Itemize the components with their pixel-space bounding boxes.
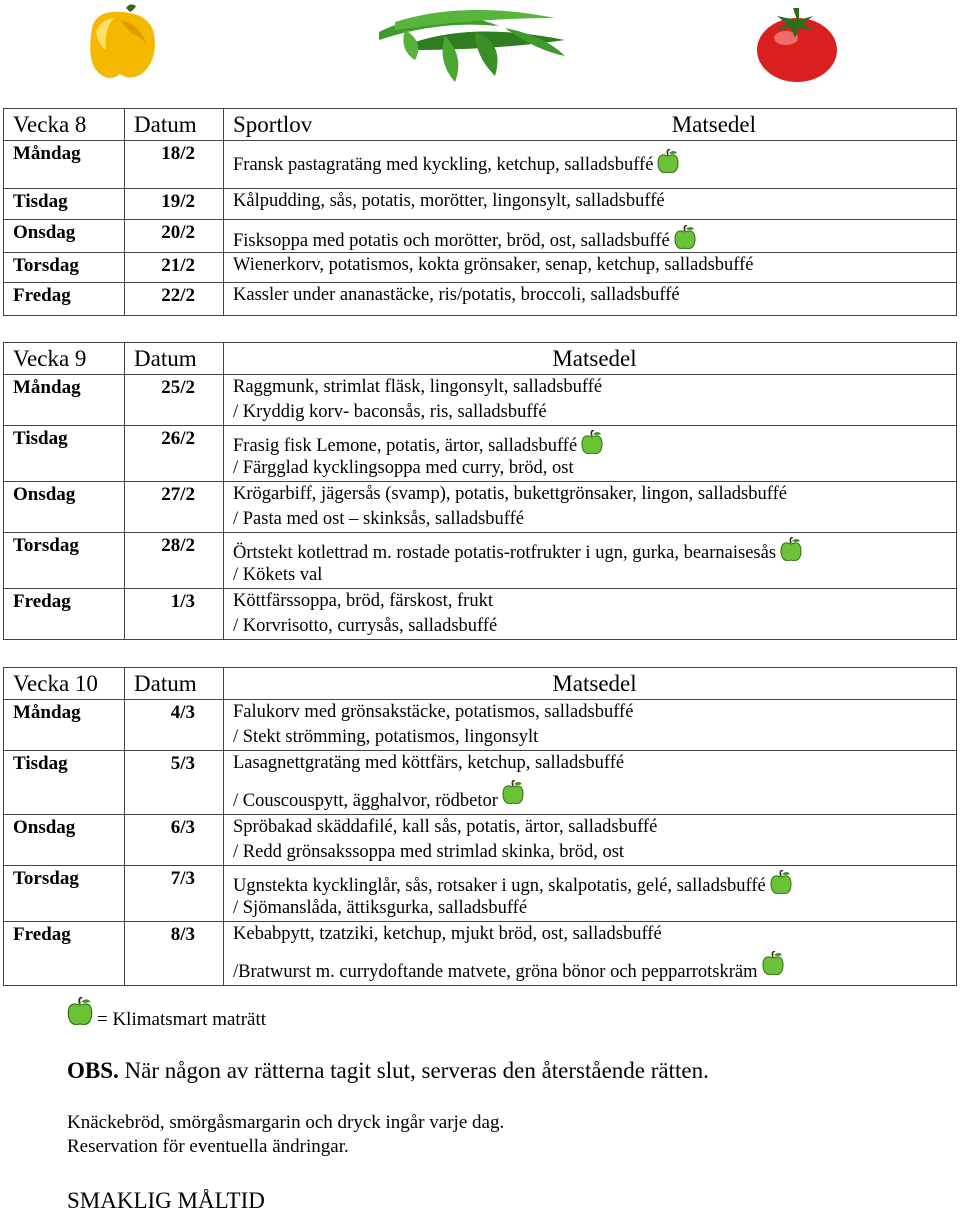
day-cell: Tisdag [4, 751, 125, 815]
menu-row [4, 375, 957, 426]
legend-text: = Klimatsmart maträtt [97, 1009, 267, 1030]
week-label: Vecka 8 [4, 109, 125, 141]
menu-row [4, 866, 957, 922]
dish-text: Fransk pastagratäng med kyckling, ketchup, salladsbuffé [233, 155, 654, 175]
dish-text: Fisksoppa med potatis och morötter, bröd, ost, salladsbuffé [233, 231, 670, 251]
dish-alt-text: / Redd grönsakssoppa med strimlad skinka, bröd, ost [233, 842, 625, 862]
dish-cell [224, 426, 957, 482]
date-cell: 1/3 [125, 589, 224, 640]
week-header-row [4, 343, 957, 375]
day-cell: Onsdag [4, 220, 125, 253]
date-cell: 25/2 [125, 375, 224, 426]
day-cell: Tisdag [4, 189, 125, 220]
dish-text: Köttfärssoppa, bröd, färskost, frukt [233, 591, 493, 611]
green-apple-icon [762, 951, 784, 975]
week-header-row [4, 668, 957, 700]
date-header: Datum [125, 109, 224, 141]
date-cell: 18/2 [125, 141, 224, 189]
sugar-snap-peas-icon [375, 2, 575, 84]
dish-cell [224, 375, 957, 426]
dish-text: Falukorv med grönsakstäcke, potatismos, salladsbuffé [233, 702, 634, 722]
green-apple-icon [780, 537, 802, 561]
green-apple-icon [67, 997, 93, 1025]
dish-cell [224, 533, 957, 589]
dish-cell [224, 253, 957, 283]
week-8-table [3, 108, 957, 316]
yellow-pepper-icon [74, 2, 164, 82]
day-cell: Måndag [4, 375, 125, 426]
week-label: Vecka 9 [4, 343, 125, 375]
dish-cell [224, 866, 957, 922]
date-cell: 4/3 [125, 700, 224, 751]
holiday-label: Sportlov [233, 112, 313, 137]
menu-row [4, 220, 957, 253]
date-cell: 20/2 [125, 220, 224, 253]
date-cell: 27/2 [125, 482, 224, 533]
dish-text: Raggmunk, strimlat fläsk, lingonsylt, salladsbuffé [233, 377, 603, 397]
date-cell: 6/3 [125, 815, 224, 866]
menu-header: Matsedel [224, 668, 957, 700]
dish-alt-text: / Couscouspytt, ägghalvor, rödbetor [233, 791, 498, 811]
date-header: Datum [125, 668, 224, 700]
dish-alt-text: / Pasta med ost – skinksås, salladsbuffé [233, 509, 525, 529]
day-cell: Onsdag [4, 815, 125, 866]
menu-row [4, 751, 957, 815]
tomato-icon [750, 4, 845, 84]
menu-row [4, 189, 957, 220]
dish-cell [224, 141, 957, 189]
dish-cell [224, 922, 957, 986]
dish-alt-text: /Bratwurst m. currydoftande matvete, gröna bönor och pepparrotskräm [233, 962, 758, 982]
green-apple-icon [674, 225, 696, 249]
dish-alt-text: / Korvrisotto, currysås, salladsbuffé [233, 616, 498, 636]
closing-greeting: SMAKLIG MÅLTID [67, 1188, 265, 1213]
day-cell: Fredag [4, 283, 125, 316]
dish-text: Spröbakad skäddafilé, kall sås, potatis, ärtor, salladsbuffé [233, 817, 658, 837]
obs-text: När någon av rätterna tagit slut, serveras den återstående rätten. [118, 1058, 709, 1083]
menu-row [4, 589, 957, 640]
menu-header: Matsedel [224, 343, 957, 375]
dish-text: Krögarbiff, jägersås (svamp), potatis, bukettgrönsaker, lingon, salladsbuffé [233, 484, 787, 504]
day-cell: Tisdag [4, 426, 125, 482]
obs-notice [67, 1058, 709, 1084]
note-line: Knäckebröd, smörgåsmargarin och dryck ingår varje dag. [67, 1112, 505, 1133]
menu-row [4, 922, 957, 986]
legend [67, 997, 267, 1030]
green-apple-icon [657, 149, 679, 173]
dish-alt-text: / Kökets val [233, 565, 323, 585]
dish-cell [224, 189, 957, 220]
menu-row [4, 141, 957, 189]
menu-row [4, 533, 957, 589]
dish-alt-text: / Stekt strömming, potatismos, lingonsylt [233, 727, 539, 747]
dish-cell [224, 815, 957, 866]
menu-row [4, 700, 957, 751]
day-cell: Måndag [4, 141, 125, 189]
green-apple-icon [770, 870, 792, 894]
note-line: Reservation för eventuella ändringar. [67, 1136, 349, 1157]
week-label: Vecka 10 [4, 668, 125, 700]
menu-row [4, 283, 957, 316]
day-cell: Torsdag [4, 533, 125, 589]
dish-alt-text: / Kryddig korv- baconsås, ris, salladsbuffé [233, 402, 547, 422]
week-10-table [3, 667, 957, 986]
menu-header: Matsedel [671, 112, 756, 137]
week-header-row [4, 109, 957, 141]
dish-alt-text: / Färgglad kycklingsoppa med curry, bröd, ost [233, 458, 574, 478]
date-cell: 8/3 [125, 922, 224, 986]
dish-text: Ugnstekta kycklinglår, sås, rotsaker i ugn, skalpotatis, gelé, salladsbuffé [233, 876, 766, 896]
day-cell: Torsdag [4, 866, 125, 922]
date-cell: 19/2 [125, 189, 224, 220]
date-cell: 22/2 [125, 283, 224, 316]
day-cell: Fredag [4, 922, 125, 986]
date-cell: 28/2 [125, 533, 224, 589]
dish-alt-text: / Sjömanslåda, ättiksgurka, salladsbuffé [233, 898, 528, 918]
dish-cell [224, 482, 957, 533]
obs-label: OBS. [67, 1058, 119, 1083]
dish-text: Wienerkorv, potatismos, kokta grönsaker, senap, ketchup, salladsbuffé [233, 255, 754, 275]
date-cell: 7/3 [125, 866, 224, 922]
dish-text: Örtstekt kotlettrad m. rostade potatis-rotfrukter i ugn, gurka, bearnaisesås [233, 543, 777, 563]
date-cell: 5/3 [125, 751, 224, 815]
day-cell: Onsdag [4, 482, 125, 533]
menu-row [4, 815, 957, 866]
day-cell: Fredag [4, 589, 125, 640]
dish-cell [224, 589, 957, 640]
dish-cell [224, 220, 957, 253]
green-apple-icon [581, 430, 603, 454]
menu-row [4, 426, 957, 482]
day-cell: Måndag [4, 700, 125, 751]
menu-row [4, 253, 957, 283]
week-9-table [3, 342, 957, 640]
dish-cell [224, 700, 957, 751]
dish-cell [224, 283, 957, 316]
dish-text: Kålpudding, sås, potatis, morötter, lingonsylt, salladsbuffé [233, 191, 665, 211]
date-header: Datum [125, 343, 224, 375]
dish-text: Lasagnettgratäng med köttfärs, ketchup, salladsbuffé [233, 753, 625, 773]
dish-text: Kassler under ananastäcke, ris/potatis, broccoli, salladsbuffé [233, 285, 680, 305]
dish-cell [224, 751, 957, 815]
day-cell: Torsdag [4, 253, 125, 283]
date-cell: 21/2 [125, 253, 224, 283]
date-cell: 26/2 [125, 426, 224, 482]
green-apple-icon [502, 780, 524, 804]
dish-text: Frasig fisk Lemone, potatis, ärtor, salladsbuffé [233, 436, 578, 456]
dish-text: Kebabpytt, tzatziki, ketchup, mjukt bröd, ost, salladsbuffé [233, 924, 662, 944]
menu-row [4, 482, 957, 533]
